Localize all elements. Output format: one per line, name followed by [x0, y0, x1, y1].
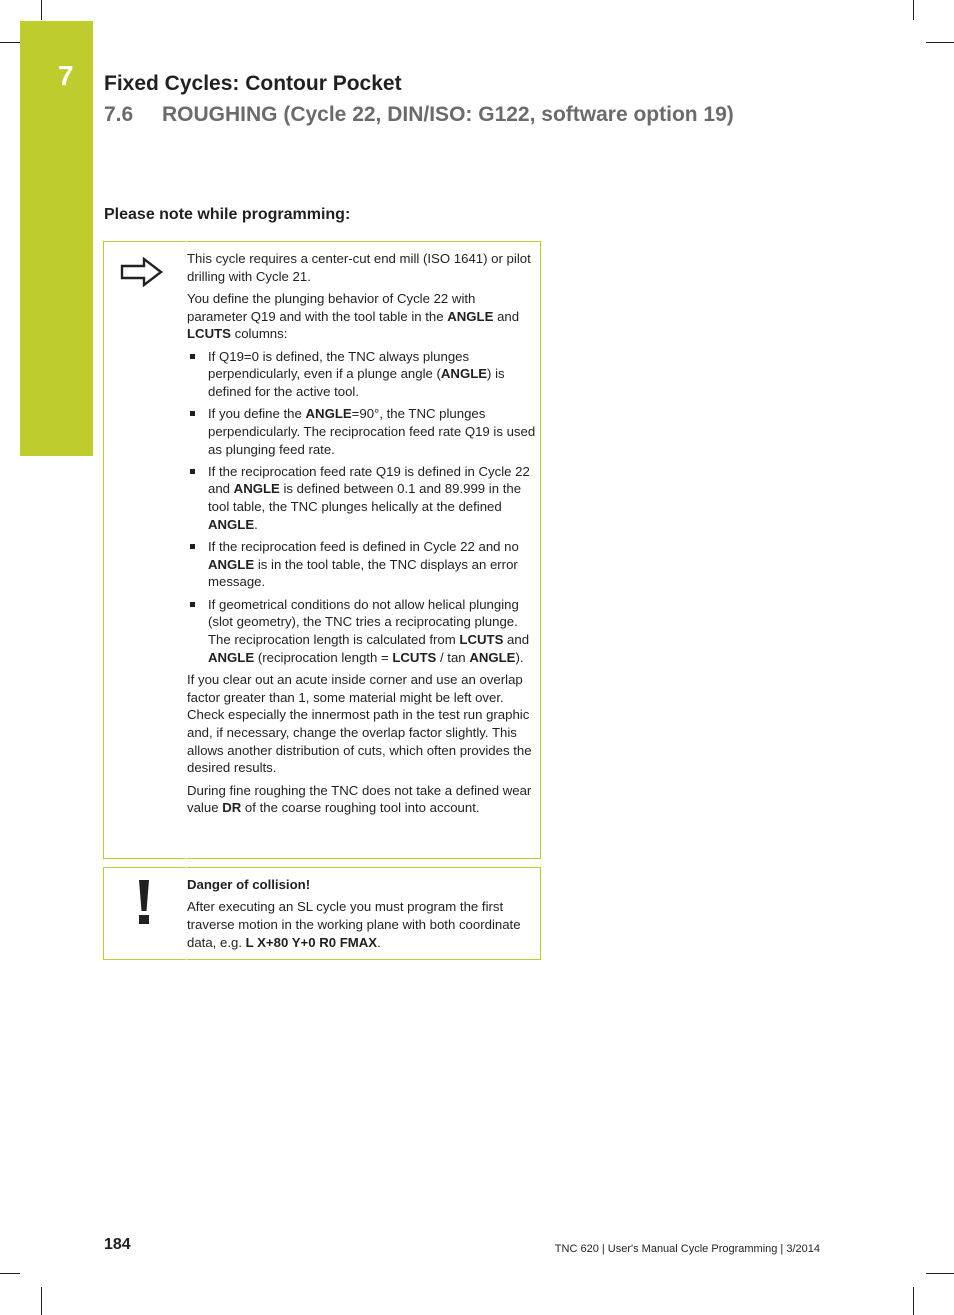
- keyword-angle: ANGLE: [208, 516, 255, 532]
- text-run: If the reciprocation feed rate Q19 is defined in Cycle 22 and: [208, 463, 530, 497]
- subheading: Please note while programming:: [104, 206, 351, 223]
- keyword-angle: ANGLE: [233, 481, 280, 497]
- document-info: TNC 620 | User's Manual Cycle Programming | 3/2014: [554, 1243, 820, 1255]
- warning-heading-text: Danger of collision!: [187, 877, 311, 892]
- note-plunge-paragraph: [187, 290, 537, 343]
- text-run: is defined between 0.1 and 89.999 in the tool table, the TNC plunges helically at the defined: [208, 481, 522, 515]
- text-run: ).: [515, 649, 524, 665]
- crop-mark: [0, 1273, 20, 1274]
- list-item: [187, 596, 537, 667]
- arrow-right-icon: [120, 256, 164, 288]
- keyword-angle: ANGLE: [447, 308, 494, 324]
- crop-mark: [41, 1287, 42, 1315]
- text-run: =90°, the TNC plunges perpendicularly. The reciprocation feed rate Q19 is used as plunging feed rate.: [208, 406, 536, 457]
- crop-mark: [913, 0, 914, 20]
- keyword-angle: ANGLE: [208, 556, 255, 572]
- text-run: is in the tool table, the TNC displays an error message.: [208, 556, 518, 590]
- text-run: After executing an SL cycle you must program the first traverse motion in the working plane with both coordinate data, e.g.: [187, 899, 521, 950]
- crop-mark: [926, 1273, 954, 1274]
- keyword-angle: ANGLE: [469, 649, 516, 665]
- keyword-angle: ANGLE: [208, 649, 255, 665]
- text-run: and: [493, 308, 520, 324]
- keyword-angle: ANGLE: [305, 406, 352, 422]
- warning-heading: [187, 876, 537, 894]
- warning-text: [187, 898, 537, 951]
- plunge-rules-list: [187, 348, 537, 667]
- note-fine-roughing-paragraph: [187, 782, 537, 817]
- section-number: 7.6: [104, 103, 134, 126]
- text-run: During fine roughing the TNC does not take a defined wear value: [187, 782, 532, 816]
- text-run: / tan: [436, 649, 470, 665]
- text-run: .: [254, 516, 258, 532]
- text-run: If you define the: [208, 406, 306, 422]
- text-run: of the coarse roughing tool into account.: [241, 800, 480, 816]
- code-example: L X+80 Y+0 R0 FMAX: [245, 934, 378, 950]
- list-item: [187, 538, 537, 591]
- section-heading: [104, 103, 734, 127]
- warning-box: [103, 867, 541, 960]
- note-intro: This cycle requires a center-cut end mill (ISO 1641) or pilot drilling with Cycle 21.: [187, 251, 531, 284]
- page-number: 184: [104, 1236, 131, 1253]
- keyword-lcuts: LCUTS: [459, 632, 504, 648]
- text-run: ) is defined for the active tool.: [208, 366, 505, 399]
- text-run: and: [503, 632, 530, 648]
- text-run: If the reciprocation feed is defined in Cycle 22 and no: [208, 539, 519, 555]
- text-run: .: [377, 934, 381, 950]
- exclamation-icon: [136, 880, 152, 926]
- text-run: If Q19=0 is defined, the TNC always plunges perpendicularly, even if a plunge angle (: [208, 348, 470, 382]
- keyword-angle: ANGLE: [440, 366, 488, 382]
- warning-content: [187, 876, 537, 956]
- keyword-dr: DR: [222, 800, 242, 816]
- note-content: [187, 250, 537, 822]
- note-overlap-paragraph: If you clear out an acute inside corner and use an overlap factor greater than 1, some material might be left over. Check especially the innermost path in the test run graphic and, if necessary, change the overlap factor slightly. This allows another distribution of cuts, which often provides the desired results.: [187, 671, 532, 776]
- keyword-lcuts: LCUTS: [187, 326, 231, 342]
- list-item: [187, 348, 537, 401]
- crop-mark: [913, 1287, 914, 1315]
- text-run: (reciprocation length =: [254, 649, 393, 665]
- list-item: [187, 463, 537, 534]
- chapter-title: Fixed Cycles: Contour Pocket: [104, 72, 402, 95]
- text-run: If geometrical conditions do not allow helical plunging (slot geometry), the TNC tries a reciprocating plunge. The reciprocation length is calculated from: [208, 596, 519, 648]
- crop-mark: [0, 42, 20, 43]
- section-title: ROUGHING (Cycle 22, DIN/ISO: G122, software option 19): [162, 103, 734, 126]
- keyword-lcuts: LCUTS: [392, 649, 437, 665]
- chapter-number: 7: [58, 60, 74, 91]
- text-run: columns:: [230, 326, 288, 342]
- crop-mark: [926, 42, 954, 43]
- list-item: [187, 405, 537, 458]
- chapter-tab: [20, 21, 93, 456]
- crop-mark: [41, 0, 42, 20]
- text-run: You define the plunging behavior of Cycle 22 with parameter Q19 and with the tool table in the: [187, 290, 476, 324]
- note-box: [103, 241, 541, 859]
